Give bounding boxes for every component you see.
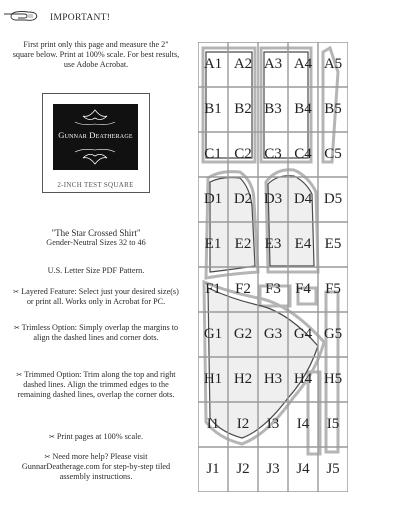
pattern-subtitle: Gender-Neutral Sizes 32 to 46 (46, 238, 146, 247)
tile-label: I2 (236, 416, 250, 432)
tile-label: E1 (204, 236, 222, 252)
tile-label: F3 (265, 281, 281, 297)
tile-label: B2 (234, 101, 252, 117)
scissors-icon: ✂ (48, 433, 55, 441)
tile-label: J5 (326, 461, 340, 477)
pointing-hand-icon (2, 9, 42, 23)
scissors-icon: ✂ (44, 453, 51, 461)
trimless-option-note (12, 323, 180, 343)
tile-label: C5 (324, 146, 342, 162)
tile-label: E3 (264, 236, 282, 252)
scissors-icon: ✂ (13, 288, 20, 296)
logo-text: Gunnar Deatherage (58, 130, 133, 140)
tile-assembly-map (198, 42, 348, 492)
tile-label: F4 (295, 281, 311, 297)
tile-label: I5 (326, 416, 340, 432)
pattern-title: "The Star Crossed Shirt" (51, 228, 141, 238)
tile-label: D5 (323, 191, 343, 207)
layered-feature-note (12, 287, 180, 307)
tile-label: H1 (203, 371, 223, 387)
tile-label: D3 (263, 191, 283, 207)
tile-label: E2 (234, 236, 252, 252)
tile-label: I1 (206, 416, 220, 432)
tile-label: B1 (204, 101, 222, 117)
test-square-label: 2-INCH TEST SQUARE (57, 181, 134, 189)
tile-label: B3 (264, 101, 282, 117)
print-scale-text: Print pages at 100% scale. (56, 432, 144, 441)
tile-label: C3 (264, 146, 282, 162)
tile-label: G3 (263, 326, 283, 342)
important-label: IMPORTANT! (50, 13, 111, 23)
tile-label: J3 (266, 461, 280, 477)
tile-label: D2 (233, 191, 253, 207)
tile-label: A2 (233, 56, 253, 72)
tile-label: F2 (235, 281, 251, 297)
tile-label: G1 (203, 326, 223, 342)
us-letter-note: U.S. Letter Size PDF Pattern. (47, 266, 145, 275)
layered-feature-text: Layered Feature: Select just your desired size(s) or print all. Works only in Acrobat for PC. (21, 287, 179, 306)
tile-label: G4 (293, 326, 313, 342)
tile-label: C2 (234, 146, 252, 162)
tile-label: A5 (323, 56, 343, 72)
tile-label: H2 (233, 371, 253, 387)
tile-label: H3 (263, 371, 283, 387)
trimmed-option-note (10, 370, 182, 400)
trimmed-option-text: Trimmed Option: Trim along the top and right dashed lines. Align the trimmed edges to the remaining dashed lines, overlap the corner dots. (17, 370, 176, 399)
help-note (10, 452, 182, 482)
tile-label: A4 (293, 56, 313, 72)
tile-label: H4 (293, 371, 313, 387)
tile-label: D1 (203, 191, 223, 207)
tile-label: G5 (323, 326, 343, 342)
tile-label: A3 (263, 56, 283, 72)
help-text: Need more help? Please visit GunnarDeatherage.com for step-by-step tiled assembly instructions. (21, 452, 171, 481)
tile-label: F1 (205, 281, 221, 297)
important-header (0, 8, 192, 24)
tile-label: I3 (266, 416, 280, 432)
tile-label: C1 (204, 146, 222, 162)
tile-label: J2 (236, 461, 250, 477)
tile-label: J1 (206, 461, 220, 477)
intro-text: First print only this page and measure the 2" square below. Print at 100% scale. For best results, use Adobe Acrobat. (12, 40, 180, 69)
print-scale-note (8, 432, 184, 442)
scissors-icon: ✂ (16, 371, 23, 379)
tile-label: J4 (296, 461, 310, 477)
tile-label: C4 (294, 146, 312, 162)
scissors-icon: ✂ (13, 324, 20, 332)
tile-label: F5 (325, 281, 341, 297)
tile-label: E4 (294, 236, 312, 252)
trimless-option-text: Trimless Option: Simply overlap the margins to align the dashed lines and corner dots. (21, 323, 179, 342)
brand-logo (53, 104, 138, 170)
tile-label: B5 (324, 101, 342, 117)
tile-label: D4 (293, 191, 313, 207)
tile-label: H5 (323, 371, 343, 387)
tile-label: B4 (294, 101, 312, 117)
tile-label: A1 (203, 56, 223, 72)
instructions-column (0, 0, 192, 505)
tile-label: I4 (296, 416, 310, 432)
test-square (42, 93, 150, 193)
tile-label: E5 (324, 236, 342, 252)
tile-label: G2 (233, 326, 253, 342)
